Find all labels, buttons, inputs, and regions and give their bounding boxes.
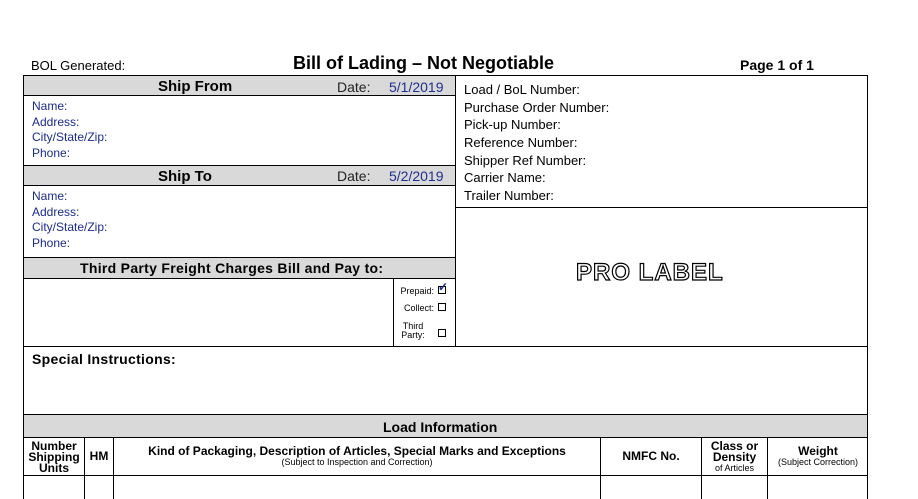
prepaid-check-icon: ✓	[438, 280, 449, 294]
load-header-bottom	[23, 475, 868, 476]
ref-reference-number: Reference Number:	[464, 135, 578, 150]
ship-to-date[interactable]: 5/2/2019	[389, 168, 444, 184]
third-party-title: Third Party Freight Charges Bill and Pay to:	[80, 260, 384, 276]
ship-to-date-label: Date:	[337, 168, 371, 184]
col-weight-title: Weight	[798, 444, 838, 458]
ref-carrier-name: Carrier Name:	[464, 170, 546, 185]
ref-po-number: Purchase Order Number:	[464, 100, 610, 115]
col-units-line2: Shipping	[28, 450, 80, 464]
col-weight-header	[768, 446, 868, 468]
divider-special-top	[23, 346, 868, 347]
document-title: Bill of Lading – Not Negotiable	[293, 53, 554, 73]
col-weight-sub: (Subject Correction)	[777, 457, 859, 467]
ship-to-phone-label: Phone:	[32, 236, 71, 250]
ship-to-name-label: Name:	[32, 189, 68, 203]
ship-to-city-label: City/State/Zip:	[32, 220, 108, 234]
page-indicator: Page 1 of 1	[740, 57, 814, 73]
third-party-checkbox[interactable]	[438, 329, 446, 337]
pro-label: PRO LABEL	[576, 259, 724, 286]
ship-from-name-label: Name:	[32, 99, 68, 113]
collect-label: Collect:	[403, 303, 434, 313]
ship-from-title: Ship From	[158, 78, 233, 95]
col-hm-header: HM	[89, 449, 109, 463]
col-units-line3: Units	[39, 461, 69, 475]
ref-load-bol: Load / BoL Number:	[464, 82, 580, 97]
bol-generated-label: BOL Generated:	[31, 58, 126, 73]
col-units-header	[24, 441, 84, 474]
ship-from-address-label: Address:	[32, 115, 80, 129]
ref-pickup-number: Pick-up Number:	[464, 117, 561, 132]
third-party-label-line1: Third	[402, 321, 424, 331]
ship-to-address-label: Address:	[32, 205, 80, 219]
divider-vertical-main	[455, 75, 456, 347]
col-class-sub: of Articles	[714, 463, 754, 473]
col-class-header	[702, 441, 767, 474]
ref-trailer-number: Trailer Number:	[464, 188, 554, 203]
col-units-line1: Number	[31, 439, 77, 453]
col-description-sub: (Subject to Inspection and Correction)	[281, 457, 433, 467]
divider-pay-options	[393, 279, 394, 347]
load-information-title: Load Information	[383, 419, 498, 435]
col-nmfc-header: NMFC No.	[622, 449, 680, 463]
special-instructions-label: Special Instructions:	[32, 351, 176, 367]
col-description-header	[114, 446, 600, 468]
col-class-line1: Class or	[710, 439, 759, 453]
col-divider-3	[600, 438, 601, 499]
ref-shipper-ref: Shipper Ref Number:	[464, 153, 587, 168]
third-party-label-line2: Party:	[401, 330, 425, 340]
ship-from-date-label: Date:	[337, 79, 371, 95]
col-divider-1	[84, 438, 85, 499]
col-description-title: Kind of Packaging, Description of Articles, Special Marks and Exceptions	[148, 444, 566, 458]
prepaid-label: Prepaid:	[400, 286, 434, 296]
ship-from-city-label: City/State/Zip:	[32, 130, 108, 144]
ship-to-title: Ship To	[158, 168, 212, 185]
divider-references	[455, 207, 868, 208]
ship-from-date[interactable]: 5/1/2019	[389, 79, 444, 95]
collect-checkbox[interactable]	[438, 303, 446, 311]
ship-from-phone-label: Phone:	[32, 146, 71, 160]
col-class-line2: Density	[712, 450, 757, 464]
